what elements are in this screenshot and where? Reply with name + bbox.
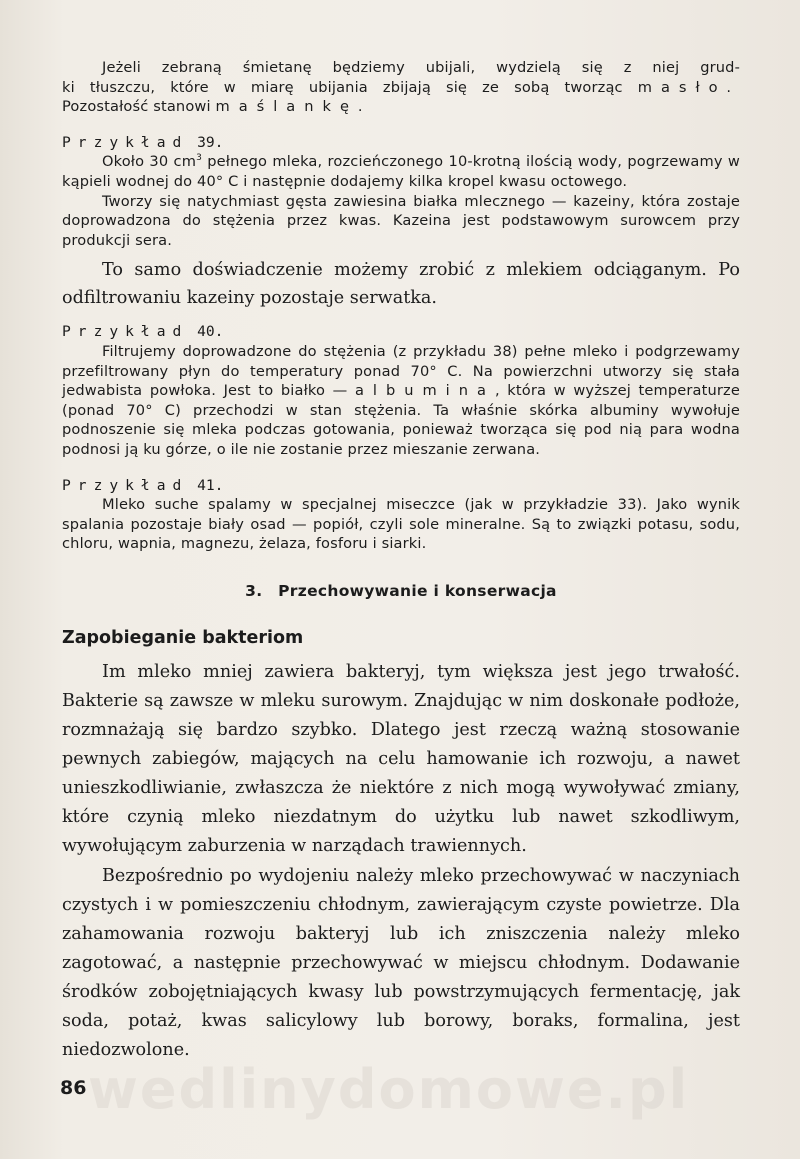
example-number: 39.: [197, 133, 224, 151]
example-label: Przykład: [62, 476, 189, 494]
example-number: 41.: [197, 476, 224, 494]
term-maslo: masło.: [637, 78, 740, 96]
section-number: 3.: [245, 581, 263, 600]
page-number: 86: [60, 1077, 87, 1099]
watermark: wedlinydomowe.pl: [88, 1058, 690, 1121]
cream-paragraph: [62, 58, 740, 117]
example-label: Przykład: [62, 133, 189, 151]
example-39-heading: [62, 133, 740, 153]
whey-paragraph: To samo doświadczenie możemy zrobić z mlekiem odciąganym. Po odfiltrowaniu kazeiny pozostaje serwatka.: [62, 260, 740, 309]
example-41-heading: [62, 476, 740, 496]
page-content: [62, 58, 740, 1065]
example-39-text-2: Tworzy się natychmiast gęsta zawiesina białka mlecznego — kazeiny, która zostaje doprowadzona do stężenia przez kwas. Kazeina jest podstawowym surowcem przy produkcji sera.: [62, 192, 740, 249]
term-albumina: albumina: [354, 382, 495, 400]
superscript-3: 3: [196, 153, 202, 164]
cream-line-1: Jeżeli zebraną śmietanę będziemy ubijali, wydzielą się z niej grud-: [102, 59, 740, 76]
example-40-heading: [62, 322, 740, 342]
example-label: Przykład: [62, 323, 189, 341]
example-number: 40.: [197, 323, 224, 341]
term-maslanke: maślankę.: [215, 98, 372, 116]
cream-line-3: Pozostałość stanowi: [62, 98, 216, 116]
example-41-text: Mleko suche spalamy w specjalnej miseczce (jak w przykładzie 33). Jako wynik spalania pozostaje biały osad — popiół, czyli sole mineralne. Są to związki potasu, sodu, chloru, wapnia, magnezu, żelaza, fosforu i siarki.: [62, 496, 740, 553]
body-paragraph-2: Bezpośrednio po wydojeniu należy mleko przechowywać w naczyniach czystych i w pomieszczeniu chłodnym, zawierającym czyste powietrze. Dla zahamowania rozwoju bakteryj lub ich zniszczenia należy mleko zagotować, a następnie przechowywać w miejscu chłodnym. Dodawanie środków zobojętniających kwasy lub powstrzymujących fermentację, jak soda, potaż, kwas salicylowy lub borowy, boraks, formalina, jest niedozwolone.: [62, 865, 740, 1061]
section-heading: [62, 582, 740, 600]
cream-line-2: ki tłuszczu, które w miarę ubijania zbijają się ze sobą tworząc: [62, 78, 638, 96]
subsection-heading: Zapobieganie bakteriom: [62, 627, 304, 648]
section-title: Przechowywanie i konserwacja: [278, 581, 557, 600]
body-paragraph-1: Im mleko mniej zawiera bakteryj, tym większa jest jego trwałość. Bakterie są zawsze w mleku surowym. Znajdując w nim doskonałe podłoże, rozmnażają się bardzo szybko. Dlatego jest rzeczą ważną stosowanie pewnych zabiegów, mających na celu hamowanie ich rozwoju, a nawet unieszkodliwianie, zwłaszcza że niektóre z nich mogą wywoływać zmiany, które czynią mleko niezdatnym do użytku lub nawet szkodliwym, wywołującym zaburzenia w narządach trawiennych.: [62, 661, 740, 857]
example-39-text-1: Około 30 $cm^3$ pełnego mleka, rozcieńczonego 10-krotną ilością wody, pogrzewamy w kąpieli wodnej do 40° C i następnie dodajemy kilka kropel kwasu octowego.: [62, 153, 740, 190]
example-40-text: Filtrujemy doprowadzone do stężenia (z przykładu 38) pełne mleko i podgrzewamy przefiltrowany płyn do temperatury ponad 70° C. Na powierzchni utworzy się stała jedwabista powłoka. Jest to białko — albumina, która w wyższej temperaturze (ponad 70° C) przechodzi w stan stężenia. Ta właśnie skórka albuminy wywołuje podnoszenie się mleka podczas gotowania, ponieważ tworząca się pod nią para wodna podnosi ją ku górze, o ile nie zostanie przez mieszanie zerwana.: [62, 342, 740, 458]
